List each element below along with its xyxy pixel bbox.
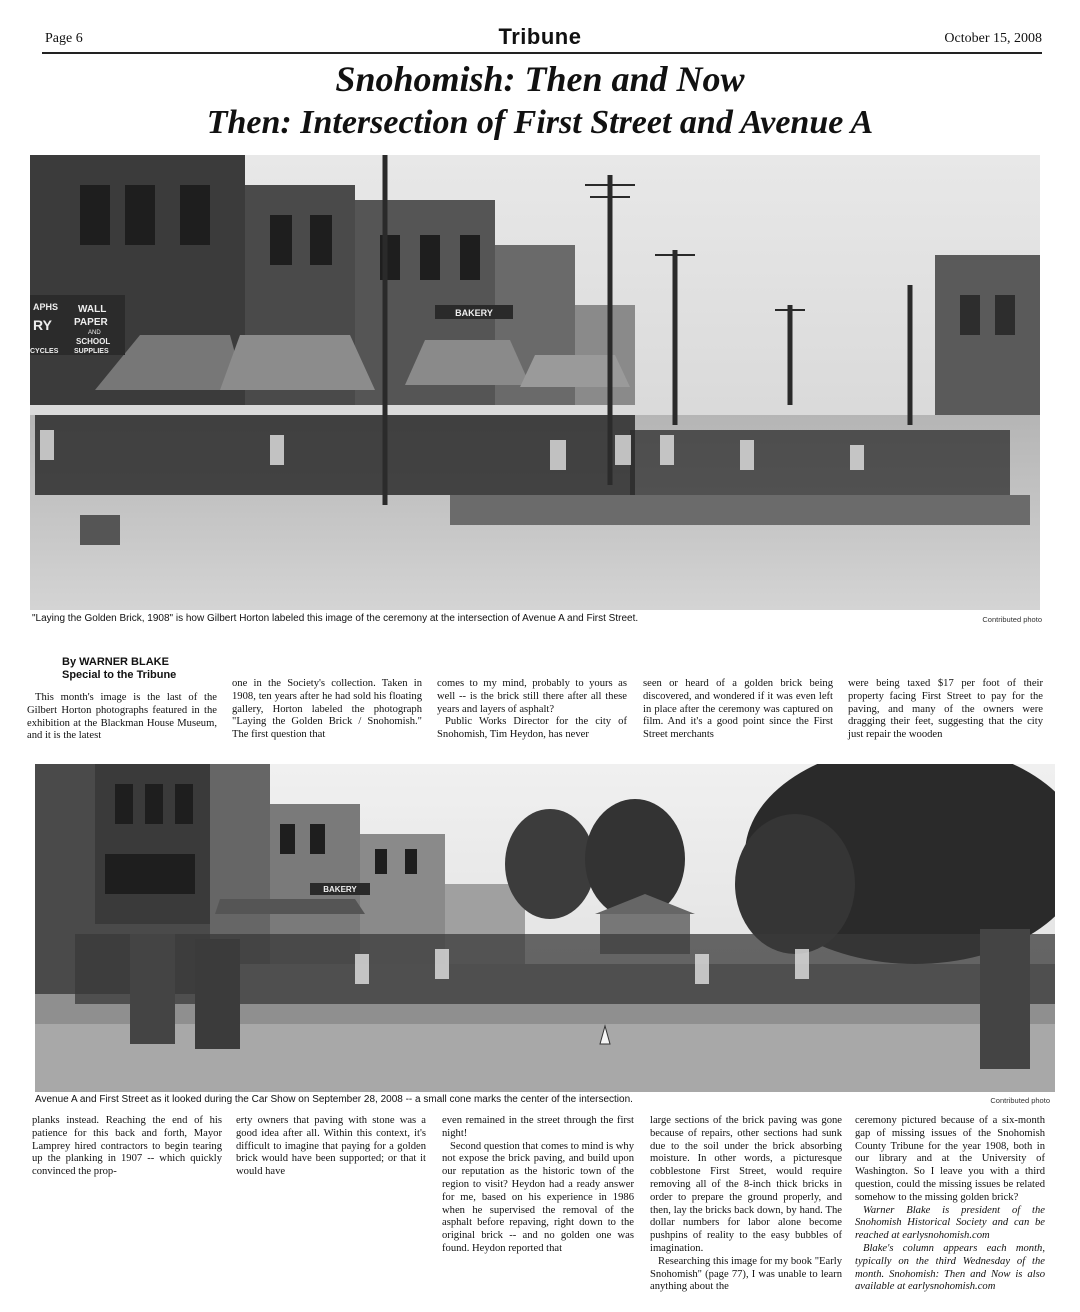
article-column-5: [848, 678, 1043, 742]
column-note: Blake's column appears each month, typically on the third Wednesday of the month. Snohomish: Then and Now is also available at earlysnohomish.com: [855, 1242, 1045, 1293]
article-column-10: [855, 1115, 1045, 1294]
historic-photo: [30, 155, 1040, 610]
article-column-6: [32, 1115, 222, 1179]
masthead: Tribune: [498, 24, 582, 49]
sign-text-supplies: SUPPLIES: [74, 348, 109, 355]
page-subtitle: Then: Intersection of First Street and Avenue A: [206, 104, 874, 141]
author-bio: Warner Blake is president of the Snohomish Historical Society and can be reached at earlysnohomish.com: [855, 1204, 1045, 1242]
photo2-credit: Contributed photo: [990, 1096, 1050, 1105]
bakery-sign: BAKERY: [455, 308, 493, 318]
header-rule: [42, 52, 1042, 54]
paragraph: planks instead. Reaching the end of his patience for this back and forth, Mayor Lamprey hired contractors to begin tearing up the planking in 1907 -- which quickly convinced the prop-: [32, 1115, 222, 1178]
article-column-2: [232, 678, 422, 742]
photo2-caption: Avenue A and First Street as it looked during the Car Show on September 28, 2008 -- a small cone marks the center of the intersection.: [35, 1094, 633, 1105]
paragraph: comes to my mind, probably to yours as well -- is the brick still there after all these years and layers of asphalt?: [437, 678, 627, 715]
sign-text-aphs: APHS: [33, 302, 59, 312]
paragraph: were being taxed $17 per foot of their property facing First Street to pay for the paving, and many of the owners were dragging their feet, suggesting that the city just repair the wooden: [848, 678, 1043, 741]
photo1-credit: Contributed photo: [982, 615, 1042, 624]
bakery-sign: BAKERY: [323, 885, 357, 894]
byline: [62, 656, 176, 682]
sign-text-and: AND: [88, 330, 101, 336]
article-column-8: [442, 1115, 634, 1256]
paragraph: This month's image is the last of the Gilbert Horton photographs featured in the exhibition at the Blackman House Museum, and it is the latest: [27, 692, 217, 742]
sign-text-school: SCHOOL: [76, 337, 111, 346]
page-title: Snohomish: Then and Now: [335, 59, 745, 99]
paragraph: erty owners that paving with stone was a good idea after all. Within this context, it's difficult to imagine that paying for a golden brick would have been supported; or that it would have: [236, 1115, 426, 1178]
page-number: Page 6: [45, 31, 83, 46]
paragraph: even remained in the street through the first night!: [442, 1115, 634, 1139]
paragraph: seen or heard of a golden brick being discovered, and wondered if it was even left in place after the ceremony was captured on film. And it's a good point since the First Street merchants: [643, 678, 833, 741]
sign-text-cycles: CYCLES: [30, 348, 59, 355]
paragraph: Second question that comes to mind is why not expose the brick paving, and build upon our reputation as the historic town of the region to visit? Heydon had a ready answer for me, based on his experience in 1986 when he supervised the removal of the asphalt before repaving, right down to the original brick -- and no golden one was found. Heydon reported that: [442, 1140, 634, 1254]
sign-text-paper: PAPER: [74, 317, 108, 328]
sign-text-ry: RY: [33, 317, 52, 333]
author-role: Special to the Tribune: [62, 669, 177, 681]
article-column-7: [236, 1115, 426, 1179]
author-name: By WARNER BLAKE: [62, 656, 169, 668]
paragraph: one in the Society's collection. Taken in 1908, ten years after he had sold his floating gallery, Horton labeled the photograph "Laying the Golden Brick / Snohomish." The first question that: [232, 678, 422, 741]
paragraph: large sections of the brick paving was gone because of repairs, other sections had sunk due to the soil under the brick absorbing moisture. In other words, a picturesque cobblestone First Street, would require removing all of the 8-inch thick bricks in order to prepare the ground properly, and then, lay the bricks back down, by hand. The dollar numbers for labor alone become pushpins of reality to the easy bubbles of imagination.: [650, 1115, 842, 1254]
paragraph: Public Works Director for the city of Snohomish, Tim Heydon, has never: [437, 716, 627, 741]
sign-text-wall: WALL: [78, 304, 107, 315]
photo1-caption: "Laying the Golden Brick, 1908" is how Gilbert Horton labeled this image of the ceremony at the intersection of Avenue A and First Street.: [32, 613, 639, 624]
article-column-1: [27, 692, 217, 743]
article-column-9: [650, 1115, 842, 1294]
issue-date: October 15, 2008: [944, 31, 1042, 46]
modern-photo: [35, 764, 1055, 1092]
article-column-4: [643, 678, 833, 742]
article-column-3: [437, 678, 627, 742]
paragraph: ceremony pictured because of a six-month gap of missing issues of the Snohomish County Tribune for the year 1908, both in our library and at the University of Washington. So I leave you with a third question, could the missing issues be related somehow to the missing golden brick?: [855, 1115, 1045, 1203]
paragraph: Researching this image for my book "Early Snohomish" (page 77), I was unable to learn anything about the: [650, 1255, 842, 1293]
